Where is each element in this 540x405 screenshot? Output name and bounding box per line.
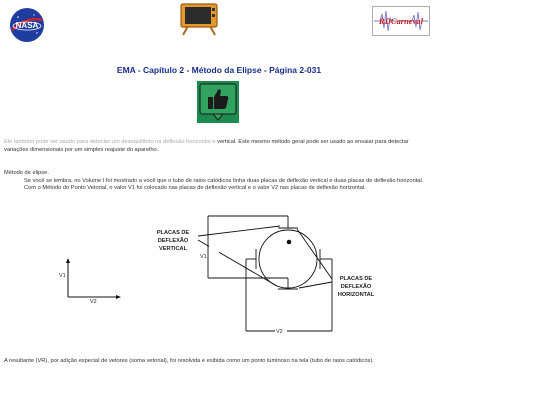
nasa-text: NASA	[15, 21, 39, 30]
intro-paragraph	[4, 139, 434, 154]
axis-v1-label: V1	[59, 273, 66, 279]
axis-v2-label: V2	[90, 299, 97, 305]
intro-paragraph-overlapped: Ele também pode ser usado para detectar um desequilíbrio na deflexão horizontal e	[4, 139, 216, 145]
nasa-logo	[8, 6, 46, 44]
ellipse-method-heading: Método de elipse.	[4, 170, 49, 176]
vertical-plates-label-3: VERTICAL	[159, 246, 187, 252]
horizontal-plates-label-3: HORIZONTAL	[337, 292, 375, 298]
circuit-v2-label: V2	[276, 329, 283, 335]
vertical-plates-label-1: PLACAS DE	[156, 230, 190, 236]
ellipse-method-paragraph	[4, 170, 434, 193]
rdcarnival-text: RDCarneval	[379, 16, 423, 26]
rdcarnival-logo	[372, 6, 430, 36]
horizontal-plates-label-1: PLACAS DE	[339, 276, 373, 282]
tv-easel-icon	[176, 2, 222, 36]
page-title: EMA - Capítulo 2 - Método da Elipse - Página 2-031	[116, 65, 322, 75]
resultant-paragraph: A resultante (VR), por adição especial de vetores (soma vetorial), foi resolvida e exibida como um ponto luminoso na tela (tubo de raios catódicos).	[4, 358, 374, 364]
circuit-v1-label: V1	[200, 254, 207, 260]
thumbs-up-icon[interactable]	[197, 81, 239, 123]
ellipse-method-body: Se você se lembra, no Volume I foi mostrado a você que o tubo de raios catódicos tinha duas placas de deflexão vertical e duas placas de deflexão horizontal. Com o Método do Ponto Vetorial, o valor V1 foi colocado nas placas de deflexão vertical e o valor V2 nas placas de deflexão horizontal.	[24, 177, 424, 192]
intro-paragraph-text: vertical. Este mesmo método geral pode ser usado ao ensaiar para detectar variações dimensionais por um simples reajuste do aparelho.	[4, 139, 409, 153]
deflection-plates-diagram	[50, 214, 385, 346]
horizontal-plates-label-2: DEFLEXÃO	[340, 284, 372, 290]
vertical-plates-label-2: DEFLEXÃO	[157, 238, 189, 244]
